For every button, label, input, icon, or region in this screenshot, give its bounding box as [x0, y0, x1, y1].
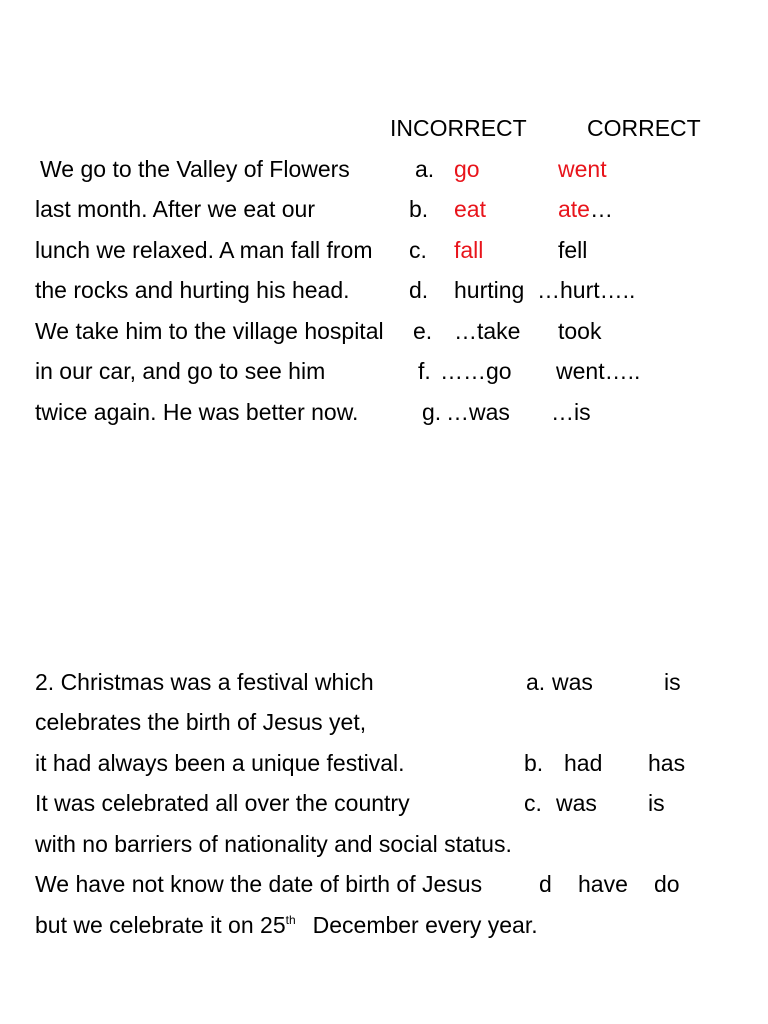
correct-word: went: [558, 156, 607, 182]
header-correct: CORRECT: [587, 115, 701, 141]
passage-line-final: [35, 911, 538, 939]
passage-line: lunch we relaxed. A man fall from: [35, 237, 373, 263]
row-label: a.: [415, 156, 435, 182]
correct-word: do: [654, 871, 680, 897]
incorrect-word: eat: [454, 196, 486, 222]
passage-line: celebrates the birth of Jesus yet,: [35, 709, 367, 735]
row-label: c.: [409, 237, 427, 263]
passage-line-text: but we celebrate it on 25: [35, 912, 286, 938]
correct-word-text: ate: [558, 196, 590, 222]
correct-word: has: [648, 750, 686, 776]
correct-word: …is: [551, 399, 591, 425]
passage-line: last month. After we eat our: [35, 196, 315, 222]
correct-word: is: [664, 669, 681, 695]
passage-line-suffix: December every year.: [312, 912, 538, 938]
correct-word-suffix: …: [589, 196, 613, 222]
incorrect-word: have: [578, 871, 628, 897]
incorrect-word: …was: [446, 399, 510, 425]
incorrect-word: was: [552, 669, 593, 695]
incorrect-word: was: [556, 790, 597, 816]
correct-word: [558, 195, 613, 223]
row-label: d.: [409, 277, 429, 303]
passage-line: We have not know the date of birth of Jesus: [35, 871, 483, 897]
passage-line: with no barriers of nationality and social status.: [35, 831, 512, 857]
passage-line: We take him to the village hospital: [35, 318, 384, 344]
ordinal-superscript: th: [285, 913, 296, 927]
correct-word: took: [558, 318, 602, 344]
row-label: c.: [524, 790, 542, 816]
row-label: b.: [409, 196, 429, 222]
incorrect-word: go: [454, 156, 480, 182]
passage-line: 2. Christmas was a festival which: [35, 669, 374, 695]
passage-line: We go to the Valley of Flowers: [40, 156, 350, 182]
header-incorrect: INCORRECT: [390, 115, 527, 141]
incorrect-word: had: [564, 750, 603, 776]
row-label: g.: [422, 399, 442, 425]
row-label: d: [539, 871, 552, 897]
passage-line: twice again. He was better now.: [35, 399, 359, 425]
passage-line: It was celebrated all over the country: [35, 790, 410, 816]
correct-word: fell: [558, 237, 588, 263]
correct-word: is: [648, 790, 665, 816]
correct-word: went…..: [556, 358, 641, 384]
passage-line: the rocks and hurting his head.: [35, 277, 350, 303]
incorrect-word: …take: [454, 318, 521, 344]
incorrect-word: fall: [454, 237, 484, 263]
row-label: f.: [418, 358, 431, 384]
incorrect-word: ……go: [440, 358, 512, 384]
row-label: e.: [413, 318, 433, 344]
passage-line: in our car, and go to see him: [35, 358, 326, 384]
passage-line: it had always been a unique festival.: [35, 750, 405, 776]
incorrect-word: hurting: [454, 277, 525, 303]
row-label: b.: [524, 750, 544, 776]
row-label: a.: [526, 669, 546, 695]
correct-word: …hurt…..: [537, 277, 636, 303]
